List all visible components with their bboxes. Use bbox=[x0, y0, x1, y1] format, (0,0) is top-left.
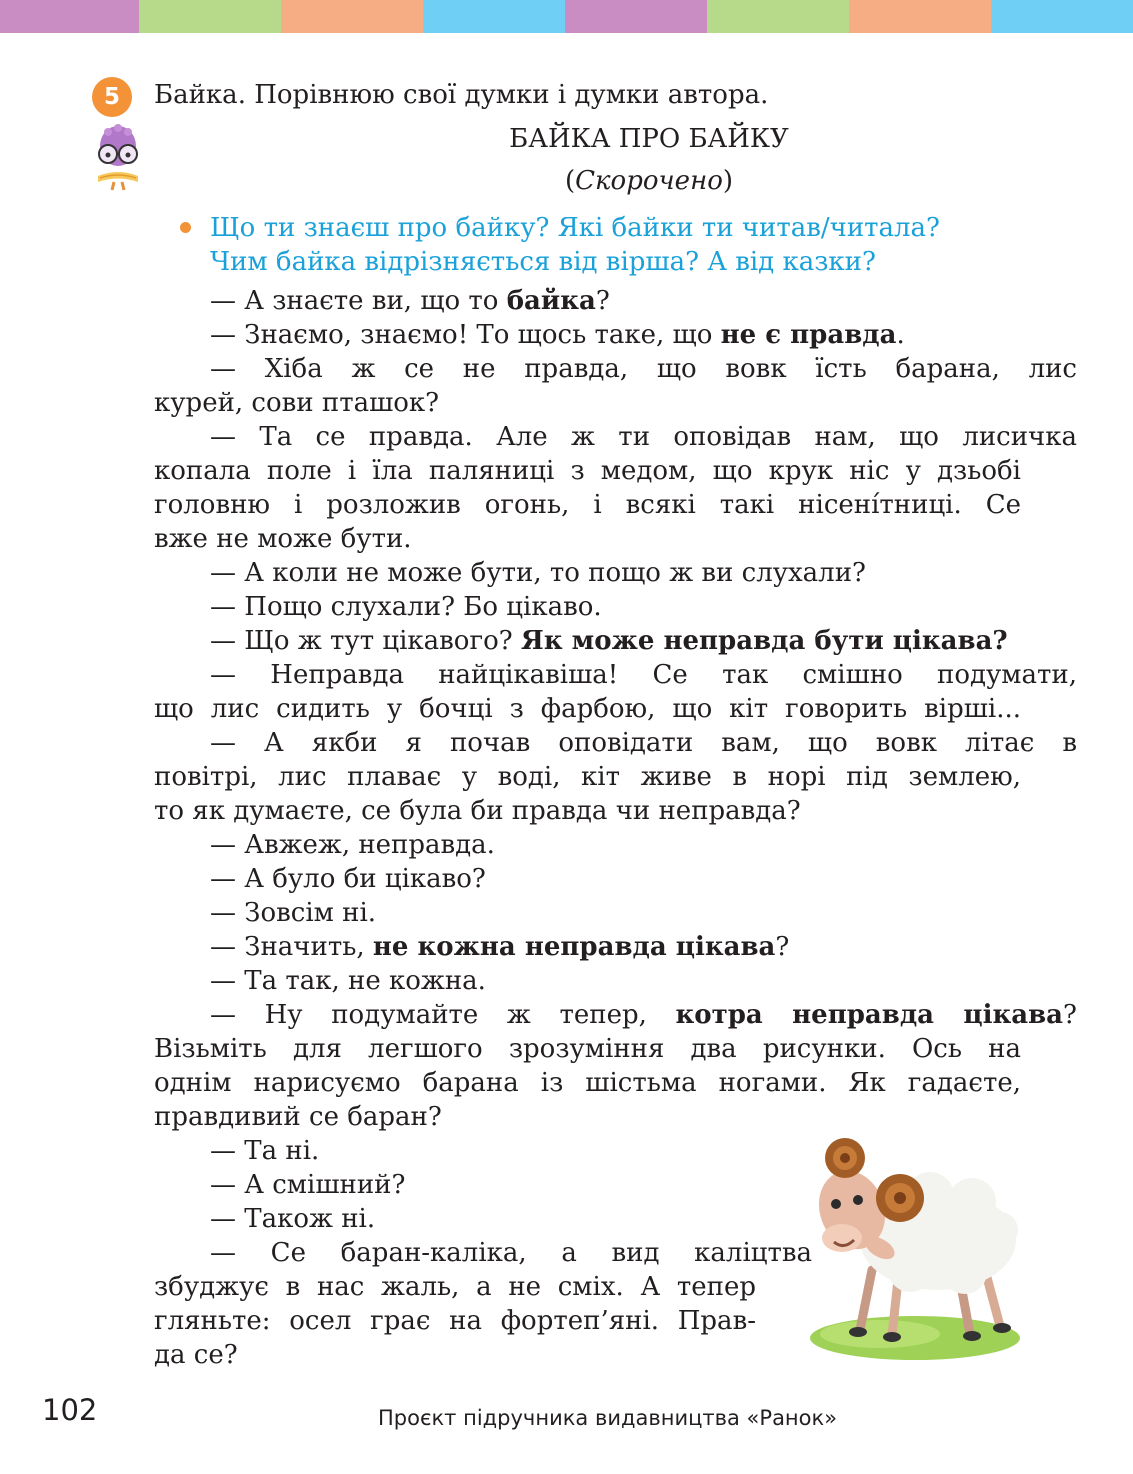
story-title: БАЙКА ПРО БАЙКУ bbox=[509, 124, 789, 154]
color-band-segment bbox=[281, 0, 423, 33]
text-line: — Та се правда. Але ж ти оповідав нам, що лисичка bbox=[210, 422, 1077, 452]
text-line: — Неправда найцікавіша! Се так смішно подумати, bbox=[210, 660, 1077, 690]
text-line: що лис сидить у бочці з фарбою, що кіт говорить вірші... bbox=[154, 694, 1021, 724]
question-bullet bbox=[180, 222, 191, 233]
text-line: правдивий се баран? bbox=[154, 1102, 442, 1132]
text-line: однім нарисуємо барана із шістьма ногами. Як гадаєте, bbox=[154, 1068, 1021, 1098]
text-line: — А було би цікаво? bbox=[210, 864, 486, 894]
text-line: — А смішний? bbox=[210, 1170, 406, 1200]
color-band-segment bbox=[0, 0, 139, 33]
text-line: — Авжеж, неправда. bbox=[210, 830, 495, 860]
story-subtitle: (Скорочено) bbox=[564, 166, 734, 196]
text-line: — А якби я почав оповідати вам, що вовк літає в bbox=[210, 728, 1077, 758]
owl-reading-icon bbox=[92, 120, 144, 192]
text-line: — Що ж тут цікавого? Як може неправда бути цікава? bbox=[210, 626, 1008, 656]
text-line: — Зовсім ні. bbox=[210, 898, 377, 928]
task-number-badge: 5 bbox=[92, 77, 132, 117]
task-title: Байка. Порівнюю свої думки і думки автора. bbox=[154, 80, 769, 110]
text-line: — Знаємо, знаємо! То щось таке, що не є правда. bbox=[210, 320, 905, 350]
text-line: — А коли не може бути, то пощо ж ви слухали? bbox=[210, 558, 866, 588]
text-line: то як думаєте, се була би правда чи неправда? bbox=[154, 796, 801, 826]
text-line: гляньте: осел грає на фортеп’яні. Прав- bbox=[154, 1306, 756, 1336]
color-band-segment bbox=[565, 0, 707, 33]
footer-publisher-text: Проєкт підручника видавництва «Ранок» bbox=[378, 1406, 838, 1430]
text-line: — А знаєте ви, що то байка? bbox=[210, 286, 610, 316]
text-line: — Пощо слухали? Бо цікаво. bbox=[210, 592, 602, 622]
text-line: повітрі, лис плаває у воді, кіт живе в норі під землею, bbox=[154, 762, 1021, 792]
text-line: — Та ні. bbox=[210, 1136, 320, 1166]
page-number: 102 bbox=[42, 1393, 98, 1427]
text-line: копала поле і їла паляниці з медом, що крук ніс у дзьобі bbox=[154, 456, 1021, 486]
color-band-segment bbox=[991, 0, 1133, 33]
question-line: Що ти знаєш про байку? Які байки ти читав/читала? bbox=[210, 213, 940, 243]
text-line: — Ну подумайте ж тепер, котра неправда цікава? bbox=[210, 1000, 1077, 1030]
color-band-segment bbox=[139, 0, 281, 33]
question-block bbox=[210, 211, 940, 279]
text-line: — Та так, не кожна. bbox=[210, 966, 486, 996]
text-line: курей, сови пташок? bbox=[154, 388, 440, 418]
text-line: — Хіба ж се не правда, що вовк їсть барана, лис bbox=[210, 354, 1077, 384]
text-line: — Се баран-каліка, а вид каліцтва bbox=[210, 1238, 812, 1268]
text-line: Візьміть для легшого зрозуміння два рисунки. Ось на bbox=[154, 1034, 1021, 1064]
top-color-band bbox=[0, 0, 1133, 33]
color-band-segment bbox=[707, 0, 849, 33]
text-line: вже не може бути. bbox=[154, 524, 412, 554]
color-band-segment bbox=[849, 0, 991, 33]
question-line: Чим байка відрізняється від вірша? А від казки? bbox=[210, 247, 876, 277]
color-band-segment bbox=[423, 0, 565, 33]
text-line: головню і розложив огонь, і всякі такі нісені́тниці. Се bbox=[154, 490, 1021, 520]
text-line: — Значить, не кожна неправда цікава? bbox=[210, 932, 790, 962]
text-line: збуджує в нас жаль, а не сміх. А тепер bbox=[154, 1272, 756, 1302]
text-line: — Також ні. bbox=[210, 1204, 376, 1234]
text-line: да се? bbox=[154, 1340, 238, 1370]
sheep-ram-illustration bbox=[800, 1130, 1020, 1370]
